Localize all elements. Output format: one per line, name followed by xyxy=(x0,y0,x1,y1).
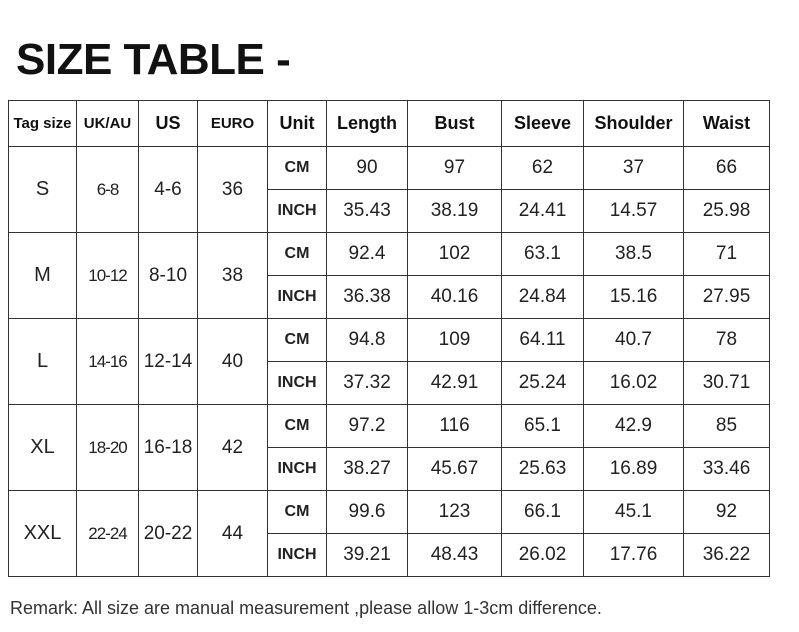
length-cell: 36.38 xyxy=(327,276,408,319)
waist-cell: 30.71 xyxy=(684,362,770,405)
uk-au-cell: 18-20 xyxy=(77,405,139,491)
bust-cell: 45.67 xyxy=(408,448,502,491)
length-cell: 38.27 xyxy=(327,448,408,491)
shoulder-cell: 16.02 xyxy=(584,362,684,405)
unit-cell: INCH xyxy=(268,362,327,405)
tag-size-cell: L xyxy=(9,319,77,405)
size-table xyxy=(8,100,770,577)
waist-cell: 25.98 xyxy=(684,190,770,233)
euro-cell: 36 xyxy=(198,147,268,233)
sleeve-cell: 64.11 xyxy=(502,319,584,362)
bust-cell: 102 xyxy=(408,233,502,276)
sleeve-cell: 25.63 xyxy=(502,448,584,491)
header-unit: Unit xyxy=(268,101,327,147)
bust-cell: 123 xyxy=(408,491,502,534)
us-cell: 8-10 xyxy=(139,233,198,319)
sleeve-cell: 65.1 xyxy=(502,405,584,448)
waist-cell: 27.95 xyxy=(684,276,770,319)
bust-cell: 116 xyxy=(408,405,502,448)
uk-au-cell: 14-16 xyxy=(77,319,139,405)
waist-cell: 78 xyxy=(684,319,770,362)
uk-au-cell: 10-12 xyxy=(77,233,139,319)
shoulder-cell: 37 xyxy=(584,147,684,190)
waist-cell: 85 xyxy=(684,405,770,448)
tag-size-cell: XL xyxy=(9,405,77,491)
shoulder-cell: 14.57 xyxy=(584,190,684,233)
length-cell: 97.2 xyxy=(327,405,408,448)
page-title: SIZE TABLE - xyxy=(16,35,291,84)
length-cell: 94.8 xyxy=(327,319,408,362)
uk-au-cell: 22-24 xyxy=(77,491,139,577)
table-row xyxy=(9,233,770,276)
us-cell: 12-14 xyxy=(139,319,198,405)
unit-cell: CM xyxy=(268,491,327,534)
table-row xyxy=(9,147,770,190)
unit-cell: INCH xyxy=(268,276,327,319)
length-cell: 92.4 xyxy=(327,233,408,276)
length-cell: 35.43 xyxy=(327,190,408,233)
header-row xyxy=(9,101,770,147)
sleeve-cell: 62 xyxy=(502,147,584,190)
sleeve-cell: 26.02 xyxy=(502,534,584,577)
shoulder-cell: 45.1 xyxy=(584,491,684,534)
shoulder-cell: 40.7 xyxy=(584,319,684,362)
table-row xyxy=(9,319,770,362)
table-row xyxy=(9,491,770,534)
us-cell: 4-6 xyxy=(139,147,198,233)
us-cell: 20-22 xyxy=(139,491,198,577)
waist-cell: 92 xyxy=(684,491,770,534)
unit-cell: CM xyxy=(268,319,327,362)
header-euro: EURO xyxy=(198,101,268,147)
waist-cell: 36.22 xyxy=(684,534,770,577)
tag-size-cell: M xyxy=(9,233,77,319)
header-uk-au: UK/AU xyxy=(77,101,139,147)
header-bust: Bust xyxy=(408,101,502,147)
waist-cell: 33.46 xyxy=(684,448,770,491)
bust-cell: 97 xyxy=(408,147,502,190)
remark-text: Remark: All size are manual measurement ,please allow 1-3cm difference. xyxy=(10,598,602,618)
sleeve-cell: 24.84 xyxy=(502,276,584,319)
table-row xyxy=(9,405,770,448)
uk-au-cell: 6-8 xyxy=(77,147,139,233)
unit-cell: CM xyxy=(268,233,327,276)
header-shoulder: Shoulder xyxy=(584,101,684,147)
header-tag-size: Tag size xyxy=(9,101,77,147)
tag-size-cell: XXL xyxy=(9,491,77,577)
header-length: Length xyxy=(327,101,408,147)
sleeve-cell: 66.1 xyxy=(502,491,584,534)
length-cell: 90 xyxy=(327,147,408,190)
unit-cell: INCH xyxy=(268,190,327,233)
bust-cell: 48.43 xyxy=(408,534,502,577)
sleeve-cell: 63.1 xyxy=(502,233,584,276)
waist-cell: 71 xyxy=(684,233,770,276)
header-us: US xyxy=(139,101,198,147)
unit-cell: CM xyxy=(268,147,327,190)
bust-cell: 40.16 xyxy=(408,276,502,319)
shoulder-cell: 15.16 xyxy=(584,276,684,319)
euro-cell: 44 xyxy=(198,491,268,577)
length-cell: 37.32 xyxy=(327,362,408,405)
sleeve-cell: 24.41 xyxy=(502,190,584,233)
header-waist: Waist xyxy=(684,101,770,147)
tag-size-cell: S xyxy=(9,147,77,233)
sleeve-cell: 25.24 xyxy=(502,362,584,405)
euro-cell: 40 xyxy=(198,319,268,405)
length-cell: 99.6 xyxy=(327,491,408,534)
length-cell: 39.21 xyxy=(327,534,408,577)
waist-cell: 66 xyxy=(684,147,770,190)
bust-cell: 42.91 xyxy=(408,362,502,405)
unit-cell: CM xyxy=(268,405,327,448)
us-cell: 16-18 xyxy=(139,405,198,491)
unit-cell: INCH xyxy=(268,448,327,491)
bust-cell: 38.19 xyxy=(408,190,502,233)
euro-cell: 42 xyxy=(198,405,268,491)
shoulder-cell: 16.89 xyxy=(584,448,684,491)
shoulder-cell: 17.76 xyxy=(584,534,684,577)
shoulder-cell: 38.5 xyxy=(584,233,684,276)
unit-cell: INCH xyxy=(268,534,327,577)
shoulder-cell: 42.9 xyxy=(584,405,684,448)
bust-cell: 109 xyxy=(408,319,502,362)
euro-cell: 38 xyxy=(198,233,268,319)
header-sleeve: Sleeve xyxy=(502,101,584,147)
